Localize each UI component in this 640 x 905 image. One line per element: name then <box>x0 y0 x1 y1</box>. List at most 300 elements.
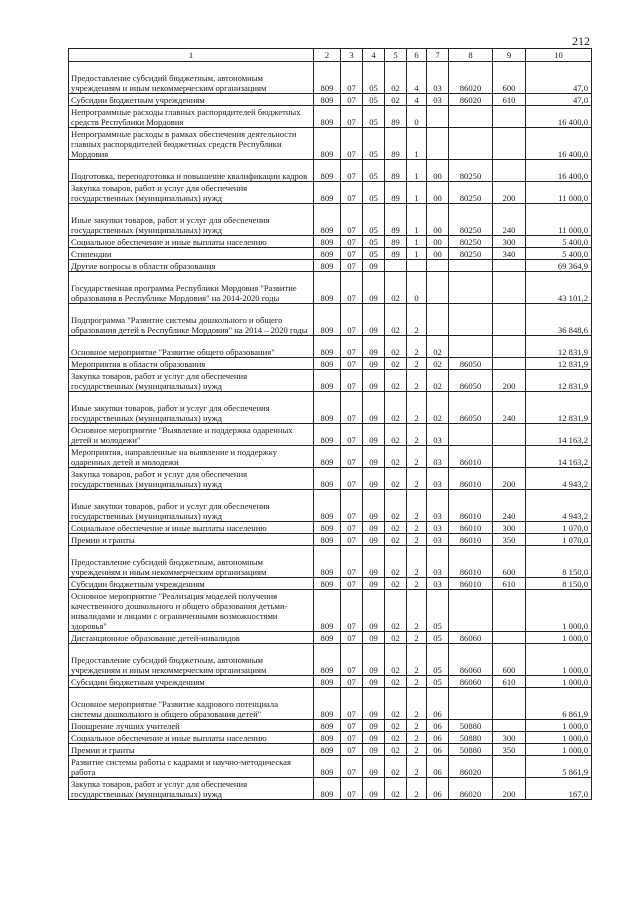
row-code: 07 <box>341 446 363 468</box>
row-code: 05 <box>363 128 385 160</box>
row-code: 02 <box>427 392 449 424</box>
row-code: 09 <box>363 424 385 446</box>
row-code: 09 <box>363 688 385 720</box>
row-code: 809 <box>314 62 341 94</box>
row-code <box>449 336 493 358</box>
row-code: 86020 <box>449 778 493 800</box>
row-code <box>449 272 493 304</box>
row-code: 2 <box>407 446 427 468</box>
table-row <box>69 644 592 676</box>
row-code: 809 <box>314 644 341 676</box>
row-code: 2 <box>407 732 427 744</box>
table-row <box>69 128 592 160</box>
row-code: 02 <box>427 358 449 370</box>
row-code: 02 <box>427 336 449 358</box>
table-row <box>69 358 592 370</box>
row-code: 80250 <box>449 204 493 236</box>
row-name: Закупка товаров, работ и услуг для обеспечения государственных (муниципальных) нужд <box>69 778 314 800</box>
row-code <box>493 590 526 632</box>
row-code: 02 <box>385 370 407 392</box>
row-code: 809 <box>314 732 341 744</box>
row-code: 07 <box>341 260 363 272</box>
row-code: 809 <box>314 468 341 490</box>
row-code: 02 <box>427 370 449 392</box>
row-code: 200 <box>493 468 526 490</box>
row-code: 2 <box>407 468 427 490</box>
row-code: 809 <box>314 236 341 248</box>
table-row <box>69 546 592 578</box>
row-name: Социальное обеспечение и иные выплаты населению <box>69 732 314 744</box>
table-row <box>69 370 592 392</box>
row-code: 02 <box>385 468 407 490</box>
row-code: 809 <box>314 676 341 688</box>
row-code: 86060 <box>449 644 493 676</box>
table-row <box>69 62 592 94</box>
row-code: 09 <box>363 590 385 632</box>
row-code <box>493 358 526 370</box>
row-code: 02 <box>385 522 407 534</box>
row-code <box>493 260 526 272</box>
row-code: 07 <box>341 94 363 106</box>
row-code <box>493 106 526 128</box>
row-code: 809 <box>314 546 341 578</box>
row-code: 89 <box>385 160 407 182</box>
table-row <box>69 756 592 778</box>
row-code <box>427 260 449 272</box>
row-code: 809 <box>314 106 341 128</box>
row-code: 86010 <box>449 490 493 522</box>
row-code: 07 <box>341 106 363 128</box>
row-code: 1 <box>407 160 427 182</box>
row-code: 86010 <box>449 578 493 590</box>
row-code: 07 <box>341 128 363 160</box>
row-amount: 47,0 <box>526 62 592 94</box>
row-name: Мероприятия, направленные на выявление и поддержку одаренных детей и молодежи <box>69 446 314 468</box>
table-row <box>69 236 592 248</box>
row-code: 809 <box>314 632 341 644</box>
row-code: 07 <box>341 304 363 336</box>
row-code <box>449 590 493 632</box>
row-amount: 16 400,0 <box>526 106 592 128</box>
row-code: 02 <box>385 62 407 94</box>
row-code: 09 <box>363 336 385 358</box>
row-code: 02 <box>385 632 407 644</box>
row-code: 2 <box>407 424 427 446</box>
row-name: Премии и гранты <box>69 534 314 546</box>
table-row <box>69 182 592 204</box>
row-code: 07 <box>341 676 363 688</box>
row-code: 809 <box>314 304 341 336</box>
row-code: 86010 <box>449 546 493 578</box>
row-code: 06 <box>427 688 449 720</box>
row-code: 600 <box>493 546 526 578</box>
row-code: 02 <box>385 534 407 546</box>
row-code: 200 <box>493 370 526 392</box>
row-amount: 1 000,0 <box>526 644 592 676</box>
row-name: Поощрение лучших учителей <box>69 720 314 732</box>
row-code: 600 <box>493 62 526 94</box>
row-code <box>449 304 493 336</box>
table-row <box>69 578 592 590</box>
column-header: 10 <box>526 49 592 62</box>
row-code: 02 <box>385 756 407 778</box>
row-code: 07 <box>341 336 363 358</box>
row-code: 200 <box>493 182 526 204</box>
row-code: 4 <box>407 62 427 94</box>
row-code: 86050 <box>449 358 493 370</box>
row-code: 02 <box>385 304 407 336</box>
row-code: 610 <box>493 94 526 106</box>
row-code: 05 <box>363 236 385 248</box>
row-name: Закупка товаров, работ и услуг для обеспечения государственных (муниципальных) нужд <box>69 468 314 490</box>
row-code <box>493 688 526 720</box>
row-code: 09 <box>363 490 385 522</box>
row-code: 09 <box>363 522 385 534</box>
table-row <box>69 160 592 182</box>
row-code: 07 <box>341 160 363 182</box>
row-code: 809 <box>314 370 341 392</box>
row-code: 02 <box>385 778 407 800</box>
row-code <box>493 424 526 446</box>
row-amount: 8 150,0 <box>526 578 592 590</box>
row-code: 89 <box>385 182 407 204</box>
row-code: 2 <box>407 304 427 336</box>
row-amount: 36 848,6 <box>526 304 592 336</box>
table-row <box>69 632 592 644</box>
row-code: 89 <box>385 236 407 248</box>
row-code: 05 <box>363 182 385 204</box>
row-code: 03 <box>427 490 449 522</box>
row-code: 809 <box>314 778 341 800</box>
row-code: 07 <box>341 424 363 446</box>
row-amount: 1 000,0 <box>526 590 592 632</box>
row-code: 50880 <box>449 732 493 744</box>
row-code: 09 <box>363 534 385 546</box>
table-row <box>69 94 592 106</box>
row-code: 809 <box>314 446 341 468</box>
row-code: 03 <box>427 446 449 468</box>
row-code: 240 <box>493 392 526 424</box>
row-code: 07 <box>341 236 363 248</box>
table-row <box>69 522 592 534</box>
table-row <box>69 336 592 358</box>
row-amount: 12 831,9 <box>526 392 592 424</box>
row-name: Дистанционное образование детей-инвалидов <box>69 632 314 644</box>
row-code: 300 <box>493 236 526 248</box>
row-code: 09 <box>363 392 385 424</box>
row-amount: 69 364,9 <box>526 260 592 272</box>
row-amount: 5 400,0 <box>526 248 592 260</box>
row-code: 610 <box>493 676 526 688</box>
row-code <box>449 424 493 446</box>
row-code: 09 <box>363 578 385 590</box>
row-code: 05 <box>363 160 385 182</box>
row-code: 2 <box>407 632 427 644</box>
row-code: 09 <box>363 744 385 756</box>
row-code: 07 <box>341 546 363 578</box>
column-header: 3 <box>341 49 363 62</box>
row-code: 07 <box>341 778 363 800</box>
row-code <box>427 272 449 304</box>
row-code: 2 <box>407 392 427 424</box>
row-code: 2 <box>407 578 427 590</box>
row-code: 00 <box>427 204 449 236</box>
row-code <box>493 756 526 778</box>
row-code <box>493 336 526 358</box>
row-code: 07 <box>341 744 363 756</box>
row-code: 809 <box>314 590 341 632</box>
row-code: 02 <box>385 272 407 304</box>
row-amount: 1 000,0 <box>526 632 592 644</box>
row-code: 2 <box>407 744 427 756</box>
table-row <box>69 424 592 446</box>
table-row <box>69 260 592 272</box>
row-amount: 5 400,0 <box>526 236 592 248</box>
table-row <box>69 778 592 800</box>
row-amount: 1 070,0 <box>526 534 592 546</box>
table-row <box>69 392 592 424</box>
row-code <box>493 272 526 304</box>
row-code: 0 <box>407 106 427 128</box>
row-name: Развитие системы работы с кадрами и научно-методическая работа <box>69 756 314 778</box>
row-name: Субсидии бюджетным учреждениям <box>69 94 314 106</box>
row-code: 02 <box>385 424 407 446</box>
row-name: Иные закупки товаров, работ и услуг для обеспечения государственных (муниципальных) нужд <box>69 392 314 424</box>
row-code: 0 <box>407 272 427 304</box>
column-header: 6 <box>407 49 427 62</box>
row-code: 809 <box>314 160 341 182</box>
row-code <box>449 260 493 272</box>
row-code: 1 <box>407 182 427 204</box>
row-code: 89 <box>385 128 407 160</box>
row-code: 1 <box>407 248 427 260</box>
row-name: Иные закупки товаров, работ и услуг для обеспечения государственных (муниципальных) нужд <box>69 204 314 236</box>
table-row <box>69 248 592 260</box>
row-code: 809 <box>314 424 341 446</box>
table-row <box>69 744 592 756</box>
row-code: 07 <box>341 590 363 632</box>
row-code: 2 <box>407 370 427 392</box>
row-code: 809 <box>314 248 341 260</box>
table-row <box>69 204 592 236</box>
table-row <box>69 304 592 336</box>
row-code: 07 <box>341 756 363 778</box>
row-amount: 1 000,0 <box>526 732 592 744</box>
column-header: 9 <box>493 49 526 62</box>
row-code: 02 <box>385 744 407 756</box>
row-name: Субсидии бюджетным учреждениям <box>69 676 314 688</box>
row-code: 2 <box>407 358 427 370</box>
row-code: 2 <box>407 644 427 676</box>
row-code: 09 <box>363 732 385 744</box>
row-code: 809 <box>314 688 341 720</box>
row-code <box>493 128 526 160</box>
row-code: 05 <box>427 632 449 644</box>
column-header: 5 <box>385 49 407 62</box>
row-code <box>493 720 526 732</box>
page-number: 212 <box>572 34 590 48</box>
row-code: 06 <box>427 756 449 778</box>
row-code: 300 <box>493 522 526 534</box>
row-code: 50880 <box>449 744 493 756</box>
row-name: Мероприятия в области образования <box>69 358 314 370</box>
row-code: 07 <box>341 644 363 676</box>
row-code: 2 <box>407 756 427 778</box>
row-code: 89 <box>385 106 407 128</box>
row-code <box>449 128 493 160</box>
row-name: Основное мероприятие "Реализация моделей получения качественного дошкольного и общего образования детьми-инвалидами и лицами с ограниченными возможностями здоровья" <box>69 590 314 632</box>
row-code: 03 <box>427 424 449 446</box>
table-row <box>69 490 592 522</box>
row-code: 07 <box>341 720 363 732</box>
row-code: 2 <box>407 490 427 522</box>
row-name: Субсидии бюджетным учреждениям <box>69 578 314 590</box>
row-amount: 14 163,2 <box>526 424 592 446</box>
row-code: 09 <box>363 756 385 778</box>
row-code: 809 <box>314 336 341 358</box>
row-code: 03 <box>427 62 449 94</box>
row-code: 50880 <box>449 720 493 732</box>
row-code: 09 <box>363 632 385 644</box>
row-code: 2 <box>407 336 427 358</box>
row-amount: 12 831,9 <box>526 370 592 392</box>
row-code: 09 <box>363 720 385 732</box>
row-code: 07 <box>341 392 363 424</box>
row-code: 2 <box>407 720 427 732</box>
row-code: 1 <box>407 128 427 160</box>
row-code: 09 <box>363 358 385 370</box>
column-header: 8 <box>449 49 493 62</box>
row-code <box>493 160 526 182</box>
row-code: 809 <box>314 578 341 590</box>
row-code: 03 <box>427 578 449 590</box>
row-code: 300 <box>493 732 526 744</box>
row-amount: 14 163,2 <box>526 446 592 468</box>
row-code: 02 <box>385 490 407 522</box>
table-row <box>69 468 592 490</box>
budget-table <box>68 48 592 800</box>
row-code <box>427 106 449 128</box>
row-code: 2 <box>407 522 427 534</box>
row-code: 86010 <box>449 522 493 534</box>
row-code: 05 <box>363 62 385 94</box>
row-code: 00 <box>427 248 449 260</box>
row-code: 350 <box>493 534 526 546</box>
row-code <box>385 260 407 272</box>
table-row <box>69 720 592 732</box>
table-row <box>69 106 592 128</box>
row-code <box>449 106 493 128</box>
row-code <box>493 304 526 336</box>
row-amount: 1 000,0 <box>526 720 592 732</box>
row-name: Основное мероприятие "Развитие кадрового потенциала системы дошкольного и общего образования детей" <box>69 688 314 720</box>
column-header: 7 <box>427 49 449 62</box>
row-code: 09 <box>363 676 385 688</box>
row-code: 02 <box>385 336 407 358</box>
row-amount: 43 101,2 <box>526 272 592 304</box>
row-code: 86020 <box>449 94 493 106</box>
row-code: 1 <box>407 236 427 248</box>
row-amount: 8 150,0 <box>526 546 592 578</box>
row-code: 09 <box>363 446 385 468</box>
row-name: Основное мероприятие "Развитие общего образования" <box>69 336 314 358</box>
row-code: 80250 <box>449 182 493 204</box>
row-code: 86020 <box>449 62 493 94</box>
row-code: 2 <box>407 534 427 546</box>
row-amount: 12 831,9 <box>526 336 592 358</box>
row-name: Непрограммные расходы главных распорядителей бюджетных средств Республики Мордовия <box>69 106 314 128</box>
row-name: Предоставление субсидий бюджетным, автономным учреждениям и иным некоммерческим организациям <box>69 644 314 676</box>
row-name: Основное мероприятие "Выявление и поддержка одаренных детей и молодежи" <box>69 424 314 446</box>
row-code: 809 <box>314 272 341 304</box>
row-code: 340 <box>493 248 526 260</box>
row-code: 89 <box>385 204 407 236</box>
row-code: 00 <box>427 182 449 204</box>
row-code: 1 <box>407 204 427 236</box>
row-code <box>427 128 449 160</box>
row-code <box>427 304 449 336</box>
row-code: 240 <box>493 490 526 522</box>
row-code: 07 <box>341 182 363 204</box>
row-code: 86050 <box>449 370 493 392</box>
row-code: 86060 <box>449 632 493 644</box>
row-code: 4 <box>407 94 427 106</box>
row-code: 09 <box>363 468 385 490</box>
row-amount: 5 861,9 <box>526 756 592 778</box>
row-code: 02 <box>385 732 407 744</box>
row-code: 05 <box>427 676 449 688</box>
row-code: 07 <box>341 468 363 490</box>
row-code: 00 <box>427 160 449 182</box>
row-code: 05 <box>363 204 385 236</box>
row-name: Подготовка, переподготовка и повышение квалификации кадров <box>69 160 314 182</box>
row-code: 809 <box>314 522 341 534</box>
row-code: 09 <box>363 304 385 336</box>
row-code: 09 <box>363 272 385 304</box>
row-amount: 16 400,0 <box>526 128 592 160</box>
row-code: 89 <box>385 248 407 260</box>
row-name: Предоставление субсидий бюджетным, автономным учреждениям и иным некоммерческим организациям <box>69 546 314 578</box>
row-code: 05 <box>363 106 385 128</box>
row-code: 809 <box>314 756 341 778</box>
table-row <box>69 676 592 688</box>
row-code: 02 <box>385 358 407 370</box>
row-amount: 12 831,9 <box>526 358 592 370</box>
column-header: 2 <box>314 49 341 62</box>
table-row <box>69 590 592 632</box>
row-name: Премии и гранты <box>69 744 314 756</box>
row-code: 03 <box>427 522 449 534</box>
row-code <box>407 260 427 272</box>
row-code: 2 <box>407 688 427 720</box>
table-header-row <box>69 49 592 62</box>
row-code: 86010 <box>449 446 493 468</box>
row-amount: 167,0 <box>526 778 592 800</box>
row-code: 809 <box>314 204 341 236</box>
row-code: 07 <box>341 732 363 744</box>
row-code: 809 <box>314 720 341 732</box>
row-code: 2 <box>407 546 427 578</box>
row-amount: 1 070,0 <box>526 522 592 534</box>
row-code: 02 <box>385 546 407 578</box>
row-amount: 16 400,0 <box>526 160 592 182</box>
row-code: 02 <box>385 590 407 632</box>
row-code: 02 <box>385 94 407 106</box>
row-code <box>449 688 493 720</box>
row-code: 00 <box>427 236 449 248</box>
row-code: 86020 <box>449 756 493 778</box>
row-code <box>493 446 526 468</box>
